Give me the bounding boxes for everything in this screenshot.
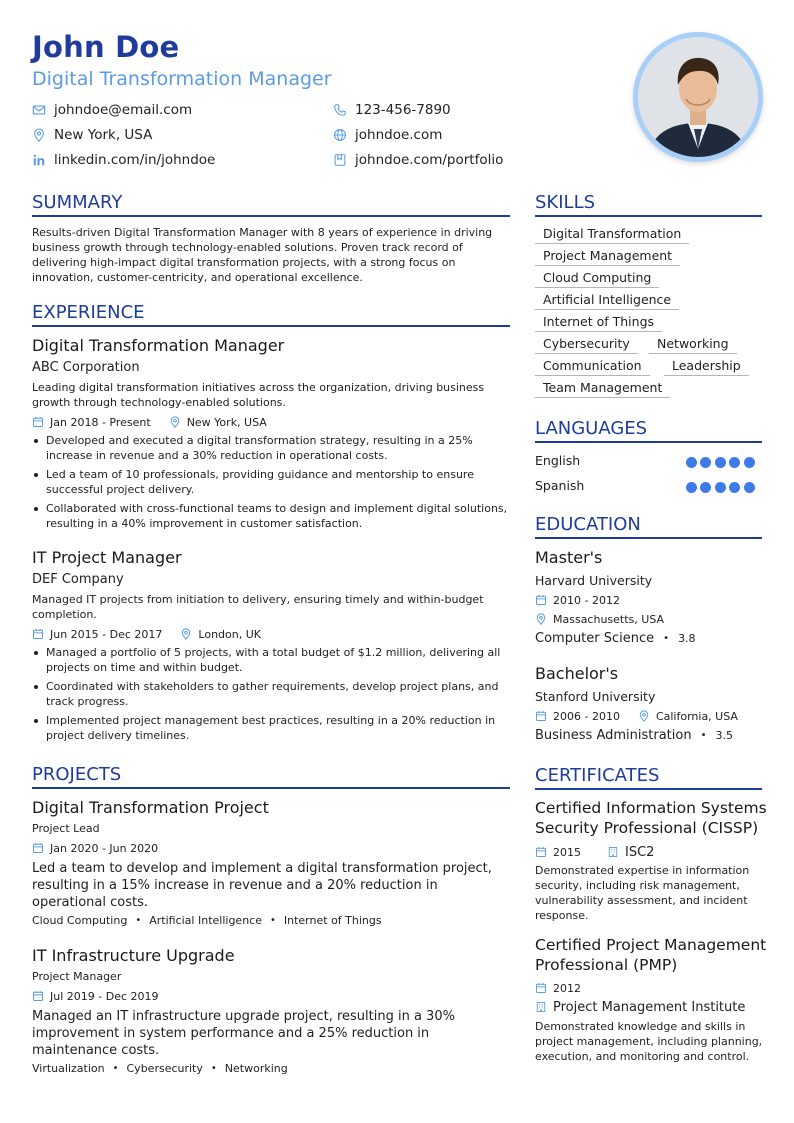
project-tags: Cloud Computing • Artificial Intelligence • Internet of Things xyxy=(32,914,382,927)
language-name: English xyxy=(535,453,581,468)
level-dot xyxy=(700,457,711,468)
job-company: ABC Corporation xyxy=(32,360,140,375)
field-of-study: Business Administration xyxy=(535,728,692,743)
linkedin-text: linkedin.com/in/johndoe xyxy=(54,152,216,168)
language-level-dots xyxy=(682,457,755,468)
contact-portfolio[interactable] xyxy=(333,151,503,169)
level-dot xyxy=(686,457,697,468)
gpa: 3.8 xyxy=(678,632,696,645)
contact-block xyxy=(32,100,552,176)
location-pin-icon xyxy=(535,613,547,625)
level-dot xyxy=(686,482,697,493)
skill-tag: Team Management xyxy=(535,380,670,398)
school: Stanford University xyxy=(535,689,656,704)
linkedin-icon xyxy=(32,153,46,167)
education-dates xyxy=(535,593,620,607)
skill-tag: Networking xyxy=(649,336,737,354)
contact-email[interactable] xyxy=(32,101,192,119)
level-dot xyxy=(744,457,755,468)
location-pin-icon xyxy=(180,628,192,640)
certificate-description: Demonstrated expertise in information security, including risk management, vulnerability assessment, and incident response. xyxy=(535,864,750,922)
portfolio-icon xyxy=(333,153,347,167)
globe-icon xyxy=(333,128,347,142)
summary-text: Results-driven Digital Transformation Manager with 8 years of experience in driving business growth through technology-enabled solutions. Proven track record of delivering high-impact digital transformation projects, with a strong focus on innovation, customer-centricity, and operational excellence. xyxy=(32,226,493,284)
job-description: Leading digital transformation initiatives across the organization, driving business growth through technology-enabled solutions. xyxy=(32,381,485,409)
location-pin-icon xyxy=(32,128,46,142)
project-role: Project Manager xyxy=(32,970,122,983)
tag: Cybersecurity xyxy=(126,1062,203,1075)
contact-location xyxy=(32,126,152,144)
job-company: DEF Company xyxy=(32,572,124,587)
level-dot xyxy=(729,482,740,493)
certificate-title: Certified Information Systems Security Professional (CISSP) xyxy=(535,799,767,837)
calendar-icon xyxy=(535,982,547,994)
certificates-heading: CERTIFICATES xyxy=(535,765,762,790)
list-item: Implemented project management best practices, resulting in a 20% reduction in project delivery timelines. xyxy=(32,713,510,743)
skill-tag: Artificial Intelligence xyxy=(535,292,679,310)
project-meta xyxy=(32,841,158,855)
education-location-text: California, USA xyxy=(655,709,738,723)
certificate-issuer: ISC2 xyxy=(625,844,655,860)
skill-tag: Project Management xyxy=(535,248,680,266)
tag: Virtualization xyxy=(32,1062,105,1075)
location-pin-icon xyxy=(169,416,181,428)
experience-heading: EXPERIENCE xyxy=(32,302,510,327)
calendar-icon xyxy=(32,628,44,640)
list-item: Coordinated with stakeholders to gather requirements, develop project plans, and track progress. xyxy=(32,679,510,709)
certificate-year: 2015 xyxy=(553,845,581,859)
job-meta xyxy=(32,415,267,429)
calendar-icon xyxy=(32,416,44,428)
education-date-text: 2006 - 2010 xyxy=(553,709,620,723)
job-achievements xyxy=(32,645,510,747)
job-title: Digital Transformation Manager xyxy=(32,336,285,355)
level-dot xyxy=(715,457,726,468)
location-pin-icon xyxy=(638,710,650,722)
language-level-dots xyxy=(682,482,755,493)
project-role: Project Lead xyxy=(32,822,100,835)
calendar-icon xyxy=(535,710,547,722)
portfolio-text: johndoe.com/portfolio xyxy=(355,152,504,168)
skill-tag: Internet of Things xyxy=(535,314,662,332)
job-title: IT Project Manager xyxy=(32,548,182,567)
candidate-title: Digital Transformation Manager xyxy=(32,68,332,90)
website-text: johndoe.com xyxy=(355,127,443,143)
level-dot xyxy=(715,482,726,493)
skill-tag: Communication xyxy=(535,358,650,376)
calendar-icon xyxy=(32,990,44,1002)
certificate-year: 2012 xyxy=(553,981,581,995)
skill-tag: Cloud Computing xyxy=(535,270,659,288)
skills-heading: SKILLS xyxy=(535,192,762,217)
summary-heading: SUMMARY xyxy=(32,192,510,217)
education-field: Computer Science • 3.8 xyxy=(535,631,696,646)
project-tags: Virtualization • Cybersecurity • Networking xyxy=(32,1062,288,1075)
project-dates: Jan 2020 - Jun 2020 xyxy=(50,841,159,855)
certificate-issuer-row xyxy=(535,1000,745,1014)
list-item: Collaborated with cross-functional teams to design and implement digital solutions, resulting in a 40% improvement in customer satisfaction. xyxy=(32,501,510,531)
level-dot xyxy=(744,482,755,493)
skill-tag: Digital Transformation xyxy=(535,226,689,244)
avatar xyxy=(638,37,758,157)
list-item: Developed and executed a digital transformation strategy, resulting in a 25% increase in revenue and a 30% reduction in operational costs. xyxy=(32,433,510,463)
skill-tag: Leadership xyxy=(664,358,749,376)
institution-icon xyxy=(607,846,619,858)
certificate-meta xyxy=(535,981,581,995)
list-item: Managed a portfolio of 5 projects, with a total budget of $1.2 million, delivering all projects on time and within budget. xyxy=(32,645,510,675)
phone-text: 123-456-7890 xyxy=(355,102,451,118)
education-location xyxy=(535,612,664,626)
location-text: New York, USA xyxy=(54,127,153,143)
job-description: Managed IT projects from initiation to delivery, ensuring timely and within-budget completion. xyxy=(32,593,484,621)
job-meta xyxy=(32,627,261,641)
email-icon xyxy=(32,103,46,117)
institution-icon xyxy=(535,1001,547,1013)
calendar-icon xyxy=(535,594,547,606)
projects-heading: PROJECTS xyxy=(32,764,510,789)
contact-phone[interactable] xyxy=(333,101,451,119)
project-title: IT Infrastructure Upgrade xyxy=(32,946,235,965)
tag: Internet of Things xyxy=(283,914,382,927)
job-location: London, UK xyxy=(198,627,262,641)
project-description: Led a team to develop and implement a digital transformation project, resulting in a 15% increase in revenue and a 20% reduction in operational costs. xyxy=(32,861,492,910)
education-location-text: Massachusetts, USA xyxy=(553,612,665,626)
phone-icon xyxy=(333,103,347,117)
calendar-icon xyxy=(535,846,547,858)
level-dot xyxy=(729,457,740,468)
profile-photo-frame xyxy=(633,32,763,162)
list-item: Led a team of 10 professionals, providing guidance and mentorship to ensure successful project delivery. xyxy=(32,467,510,497)
project-description: Managed an IT infrastructure upgrade project, resulting in a 30% improvement in system performance and a 25% reduction in maintenance costs. xyxy=(32,1009,455,1058)
school: Harvard University xyxy=(535,573,653,588)
languages-heading: LANGUAGES xyxy=(535,418,762,443)
contact-linkedin[interactable] xyxy=(32,151,215,169)
tag: Cloud Computing xyxy=(32,914,128,927)
education-date-text: 2010 - 2012 xyxy=(553,593,620,607)
job-dates: Jan 2018 - Present xyxy=(50,415,151,429)
field-of-study: Computer Science xyxy=(535,631,655,646)
project-meta xyxy=(32,989,159,1003)
skill-tag: Cybersecurity xyxy=(535,336,638,354)
degree: Master's xyxy=(535,548,603,567)
candidate-name: John Doe xyxy=(32,30,180,64)
certificate-title: Certified Project Management Professional (PMP) xyxy=(535,936,767,974)
education-heading: EDUCATION xyxy=(535,514,762,539)
project-dates: Jul 2019 - Dec 2019 xyxy=(50,989,159,1003)
certificate-description: Demonstrated knowledge and skills in project management, including planning, execution, and monitoring and control. xyxy=(535,1020,763,1063)
project-title: Digital Transformation Project xyxy=(32,798,269,817)
tag: Artificial Intelligence xyxy=(149,914,262,927)
job-location: New York, USA xyxy=(186,415,267,429)
gpa: 3.5 xyxy=(715,729,733,742)
tag: Networking xyxy=(224,1062,288,1075)
calendar-icon xyxy=(32,842,44,854)
email-text: johndoe@email.com xyxy=(54,102,193,118)
job-achievements xyxy=(32,433,510,535)
language-name: Spanish xyxy=(535,478,585,493)
contact-website[interactable] xyxy=(333,126,442,144)
certificate-meta xyxy=(535,845,654,859)
education-field: Business Administration • 3.5 xyxy=(535,728,733,743)
certificate-issuer: Project Management Institute xyxy=(553,999,746,1015)
level-dot xyxy=(700,482,711,493)
job-dates: Jun 2015 - Dec 2017 xyxy=(50,627,163,641)
degree: Bachelor's xyxy=(535,664,619,683)
education-dates xyxy=(535,709,738,723)
